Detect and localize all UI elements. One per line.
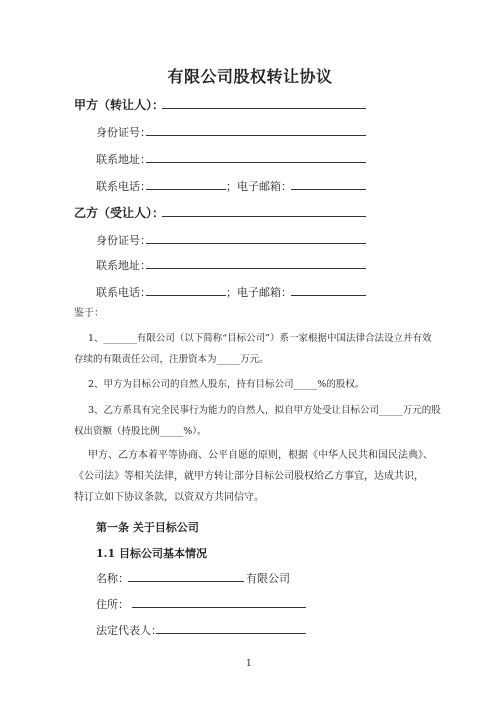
party-b-phone-blank[interactable] [146,295,226,296]
party-b-address-blank[interactable] [146,268,366,269]
section-1-1-heading: 1.1 目标公司基本情况 [96,547,207,560]
residence-blank[interactable] [132,607,306,608]
party-b-email-blank[interactable] [291,295,366,296]
page-number: 1 [246,659,252,669]
party-a-email-blank[interactable] [291,189,366,190]
company-name-label: 名称： [96,572,129,585]
article-1-heading: 第一条 关于目标公司 [96,521,199,534]
intro-line-3: 特订立如下协议条款，以资双方共同信守。 [74,492,264,503]
party-b-name-blank[interactable] [162,216,366,217]
party-b-phone-label: 联系电话： [96,286,151,299]
company-name-blank[interactable] [128,581,244,582]
document-title: 有限公司股权转让协议 [167,67,333,86]
party-a-id-label: 身份证号： [96,126,151,139]
party-b-id-blank[interactable] [146,243,366,244]
recital-1-line-2: 存续的有限责任公司，注册资本为_____万元。 [74,354,269,365]
party-a-email-label: ；电子邮箱： [226,180,292,193]
recital-2: 2、甲方为目标公司的自然人股东，持有目标公司_____%的股权。 [88,379,365,390]
intro-line-1: 甲方、乙方本着平等协商、公平自愿的原则，根据《中华人民共和国民法典》、 [88,450,433,461]
party-a-phone-blank[interactable] [146,189,226,190]
party-a-address-blank[interactable] [146,162,366,163]
recital-3-line-1: 3、乙方系具有完全民事行为能力的自然人，拟自甲方处受让目标公司_____万元的股 [88,405,441,416]
legal-representative-label: 法定代表人： [96,624,162,637]
legal-representative-blank[interactable] [156,633,306,634]
recital-3-line-2: 权出资额（持股比例_____%）。 [74,426,207,437]
party-b-id-label: 身份证号： [96,234,151,247]
party-a-label: 甲方（转让人）： [74,98,165,112]
party-b-label: 乙方（受让人）： [74,206,165,220]
party-a-address-label: 联系地址： [96,153,151,166]
party-a-phone-label: 联系电话： [96,180,151,193]
recital-1-line-1: 1、_______有限公司（以下简称“目标公司”）系一家根据中国法律合法设立并有效 [88,333,432,344]
party-b-email-label: ；电子邮箱： [226,286,292,299]
company-suffix: 有限公司 [246,572,290,585]
party-a-id-blank[interactable] [146,135,366,136]
party-b-address-label: 联系地址： [96,259,151,272]
intro-line-2: 《公司法》等相关法律，就甲方转让部分目标公司股权给乙方事宜，达成共识， [74,471,424,482]
residence-label: 住所： [96,598,129,611]
whereas-label: 鉴于： [74,308,104,319]
party-a-name-blank[interactable] [162,108,366,109]
